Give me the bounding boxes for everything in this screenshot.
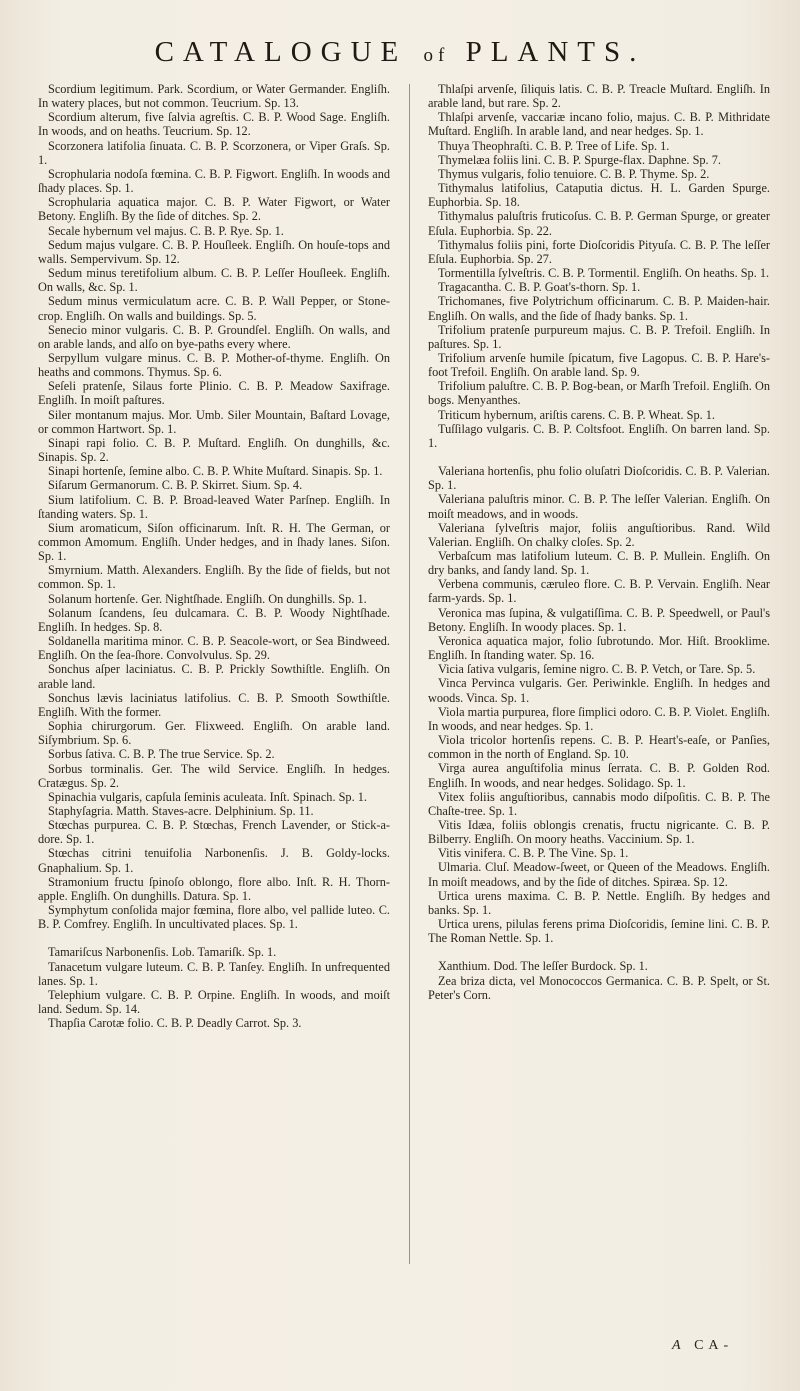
- catalogue-entry: Zea briza dicta, vel Monococcos Germanica. C. B. P. Spelt, or St. Peter's Corn.: [428, 973, 770, 1002]
- catalogue-entry: Trichomanes, five Polytrichum officinarum. C. B. P. Maiden-hair. Engliſh. On walls, and the ſide of ſhady banks. Sp. 1.: [428, 294, 770, 323]
- catalogue-entry: Scordium alterum, five ſalvia agreſtis. C. B. P. Wood Sage. Engliſh. In woods, and on heaths. Teucrium. Sp. 12.: [38, 110, 390, 139]
- catalogue-entry: Sonchus aſper laciniatus. C. B. P. Prickly Sowthiſtle. Engliſh. On arable land.: [38, 662, 390, 691]
- catalogue-entry: Veronica aquatica major, folio ſubrotundo. Mor. Hiſt. Brooklime. Engliſh. In ſtanding water. Sp. 16.: [428, 633, 770, 663]
- catalogue-entry: Verbaſcum mas latifolium luteum. C. B. P. Mullein. Engliſh. On dry banks, and ſandy land. Sp. 1.: [428, 549, 770, 578]
- catalogue-entry: Vicia ſativa vulgaris, ſemine nigro. C. B. P. Vetch, or Tare. Sp. 5.: [438, 662, 756, 677]
- catalogue-entry: Tanacetum vulgare luteum. C. B. P. Tanſey. Engliſh. In unfrequented lanes. Sp. 1.: [38, 959, 390, 988]
- catalogue-entry: Xanthium. Dod. The leſſer Burdock. Sp. 1.: [438, 959, 648, 974]
- catalogue-entry: Stœchas purpurea. C. B. P. Stœchas, French Lavender, or Stick-a-dore. Sp. 1.: [38, 818, 390, 847]
- catalogue-entry: Scrophularia nodoſa fœmina. C. B. P. Figwort. Engliſh. In woods and ſhady places. Sp. 1.: [38, 166, 390, 196]
- catalogue-entry: Trifolium paluſtre. C. B. P. Bog-bean, or Marſh Trefoil. Engliſh. On bogs. Menyanthes.: [428, 379, 770, 408]
- catalogue-entry: Smyrnium. Matth. Alexanders. Engliſh. By the ſide of fields, but not common. Sp. 1.: [38, 563, 390, 592]
- catalogue-entry: Thymus vulgaris, folio tenuiore. C. B. P. Thyme. Sp. 2.: [438, 166, 710, 181]
- catalogue-entry: Vitex foliis anguſtioribus, cannabis modo diſpoſitis. C. B. P. The Chaſte-tree. Sp. 1.: [428, 789, 770, 818]
- catalogue-entry: Valeriana hortenſis, phu folio oluſatri Dioſcoridis. C. B. P. Valerian. Sp. 1.: [428, 464, 770, 493]
- header-word-plants: PLANTS.: [465, 36, 646, 68]
- catalogue-entry: Thlaſpi arvenſe, vaccariæ incano folio, majus. C. B. P. Mithridate Muſtard. Engliſh. In arable land, and near hedges. Sp. 1.: [428, 110, 770, 139]
- catalogue-entry: Scrophularia aquatica major. C. B. P. Water Figwort, or Water Betony. Engliſh. By the ſide of ditches. Sp. 2.: [38, 195, 390, 224]
- catalogue-entry: Tithymalus latifolius, Cataputia dictus. H. L. Garden Spurge. Euphorbia. Sp. 18.: [428, 181, 770, 210]
- catalogue-entry: Valeriana ſylveſtris major, foliis anguſtioribus. Rand. Wild Valerian. Engliſh. On chalky cloſes. Sp. 2.: [428, 520, 770, 549]
- catalogue-entry: Thuya Theophraſti. C. B. P. Tree of Life. Sp. 1.: [438, 138, 670, 153]
- catalogue-entry: Tragacantha. C. B. P. Goat's-thorn. Sp. 1.: [438, 280, 641, 295]
- catalogue-entry: Thlaſpi arvenſe, ſiliquis latis. C. B. P. Treacle Muſtard. Engliſh. In arable land, but rare. Sp. 2.: [428, 82, 770, 111]
- catalogue-entry: Solanum hortenſe. Ger. Nightſhade. Engliſh. On dunghills. Sp. 1.: [48, 591, 367, 606]
- catalogue-entry: Tamariſcus Narbonenſis. Lob. Tamariſk. Sp. 1.: [48, 945, 277, 960]
- catalogue-entry: Trifolium pratenſe purpureum majus. C. B. P. Trefoil. Engliſh. In paſtures. Sp. 1.: [428, 322, 770, 351]
- catalogue-entry: Stœchas citrini tenuifolia Narbonenſis. J. B. Goldy-locks. Gnaphalium. Sp. 1.: [38, 846, 390, 875]
- catalogue-entry: Viola martia purpurea, flore ſimplici odoro. C. B. P. Violet. Engliſh. In woods, and near hedges. Sp. 1.: [428, 704, 770, 733]
- catchword: CA-: [694, 1338, 734, 1353]
- catalogue-entry: Siler montanum majus. Mor. Umb. Siler Mountain, Baſtard Lovage, or common Hartwort. Sp. 1.: [38, 407, 390, 436]
- catalogue-entry: Sium latifolium. C. B. P. Broad-leaved Water Parſnep. Engliſh. In ſtanding waters. Sp. 1.: [38, 492, 390, 521]
- header-word-catalogue: CATALOGUE: [154, 36, 408, 68]
- catalogue-entry: Solanum ſcandens, ſeu dulcamara. C. B. P. Woody Nightſhade. Engliſh. In hedges. Sp. 8.: [38, 605, 390, 634]
- catalogue-entry: Sorbus ſativa. C. B. P. The true Service. Sp. 2.: [48, 747, 275, 762]
- catalogue-entry: Symphytum conſolida major fœmina, flore albo, vel pallide luteo. C. B. P. Comfrey. Engliſh. In uncultivated places. Sp. 1.: [38, 903, 390, 932]
- catalogue-entry: Sinapi rapi folio. C. B. P. Muſtard. Engliſh. On dunghills, &c. Sinapis. Sp. 2.: [38, 435, 390, 465]
- catalogue-entry: Virga aurea anguſtifolia minus ſerrata. C. B. P. Golden Rod. Engliſh. In woods, and near hedges. Solidago. Sp. 1.: [428, 761, 770, 790]
- catalogue-entry: Tithymalus foliis pini, forte Dioſcoridis Pityuſa. C. B. P. The leſſer Eſula. Euphorbia. Sp. 27.: [428, 237, 770, 266]
- catalogue-entry: Stramonium fructu ſpinoſo oblongo, flore albo. Inſt. R. H. Thorn-apple. Engliſh. On dunghills. Datura. Sp. 1.: [38, 874, 390, 903]
- catalogue-entry: Thapſia Carotæ folio. C. B. P. Deadly Carrot. Sp. 3.: [48, 1016, 302, 1031]
- catalogue-entry: Sinapi hortenſe, ſemine albo. C. B. P. White Muſtard. Sinapis. Sp. 1.: [48, 464, 383, 479]
- running-header: [0, 36, 800, 69]
- catalogue-entry: Trifolium arvenſe humile ſpicatum, five Lagopus. C. B. P. Hare's-foot Trefoil. Engliſh. On arable land. Sp. 9.: [428, 350, 770, 380]
- header-word-of: of: [423, 45, 450, 66]
- catalogue-entry: Urtica urens maxima. C. B. P. Nettle. Engliſh. By hedges and banks. Sp. 1.: [428, 888, 770, 917]
- catalogue-entry: Vitis vinifera. C. B. P. The Vine. Sp. 1.: [438, 846, 629, 861]
- catalogue-entry: Veronica mas ſupina, & vulgatiſſima. C. B. P. Speedwell, or Paul's Betony. Engliſh. In woody places. Sp. 1.: [428, 605, 770, 634]
- signature-mark: A: [672, 1338, 686, 1353]
- catalogue-entry: Sophia chirurgorum. Ger. Flixweed. Engliſh. On arable land. Siſymbrium. Sp. 6.: [38, 719, 390, 748]
- catalogue-entry: Seſeli pratenſe, Silaus forte Plinio. C. B. P. Meadow Saxifrage. Engliſh. In moiſt paſtures.: [38, 379, 390, 408]
- catchword-line: [672, 1338, 733, 1354]
- catalogue-entry: Soldanella maritima minor. C. B. P. Seacole-wort, or Sea Bindweed. Engliſh. On the ſea-ſhore. Convolvulus. Sp. 29.: [38, 634, 390, 663]
- catalogue-entry: Valeriana paluſtris minor. C. B. P. The leſſer Valerian. Engliſh. On moiſt meadows, and in woods.: [428, 492, 770, 521]
- catalogue-entry: Thymelæa foliis lini. C. B. P. Spurge-flax. Daphne. Sp. 7.: [438, 152, 721, 167]
- catalogue-entry: Sedum minus teretifolium album. C. B. P. Leſſer Houſleek. Engliſh. On walls, &c. Sp. 1.: [38, 266, 390, 295]
- catalogue-entry: Staphyſagria. Matth. Staves-acre. Delphinium. Sp. 11.: [48, 803, 314, 818]
- catalogue-entry: Sium aromaticum, Siſon officinarum. Inſt. R. H. The German, or common Amomum. Engliſh. Under hedges, and in ſhady lanes. Siſon. Sp. 1.: [38, 520, 390, 564]
- catalogue-entry: Tithymalus paluſtris fruticoſus. C. B. P. German Spurge, or greater Eſula. Euphorbia. Sp. 22.: [428, 209, 770, 238]
- catalogue-entry: Secale hybernum vel majus. C. B. P. Rye. Sp. 1.: [48, 223, 284, 238]
- catalogue-entry: Siſarum Germanorum. C. B. P. Skirret. Sium. Sp. 4.: [48, 478, 303, 493]
- catalogue-entry: Tuſſilago vulgaris. C. B. P. Coltsfoot. Engliſh. On barren land. Sp. 1.: [428, 421, 770, 450]
- catalogue-entry: Viola tricolor hortenſis repens. C. B. P. Heart's-eaſe, or Panſies, common in the north of England. Sp. 10.: [428, 733, 770, 762]
- catalogue-entry: Scorzonera latifolia ſinuata. C. B. P. Scorzonera, or Viper Graſs. Sp. 1.: [38, 138, 390, 167]
- catalogue-entry: Scordium legitimum. Park. Scordium, or Water Germander. Engliſh. In watery places, but not common. Teucrium. Sp. 13.: [38, 82, 390, 111]
- catalogue-entry: Ulmaria. Cluſ. Meadow-ſweet, or Queen of the Meadows. Engliſh. In moiſt meadows, and by the ſide of ditches. Spiræa. Sp. 12.: [428, 860, 770, 889]
- right-column: [428, 82, 770, 1002]
- catalogue-entry: Sedum majus vulgare. C. B. P. Houſleek. Engliſh. On houſe-tops and walls. Sempervivum. Sp. 12.: [38, 237, 390, 266]
- column-divider: [409, 84, 410, 1264]
- catalogue-entry: Triticum hybernum, ariſtis carens. C. B. P. Wheat. Sp. 1.: [438, 407, 716, 422]
- catalogue-entry: Telephium vulgare. C. B. P. Orpine. Engliſh. In woods, and moiſt land. Sedum. Sp. 14.: [38, 987, 390, 1016]
- catalogue-entry: Senecio minor vulgaris. C. B. P. Groundſel. Engliſh. On walls, and on arable lands, and alſo on bye-paths every where.: [38, 322, 390, 351]
- catalogue-entry: Vinca Pervinca vulgaris. Ger. Periwinkle. Engliſh. In hedges and woods. Vinca. Sp. 1.: [428, 676, 770, 705]
- catalogue-entry: Sorbus torminalis. Ger. The wild Service. Engliſh. In hedges. Cratægus. Sp. 2.: [38, 761, 390, 790]
- catalogue-entry: Sonchus lævis laciniatus latifolius. C. B. P. Smooth Sowthiſtle. Engliſh. With the former.: [38, 690, 390, 719]
- catalogue-entry: Spinachia vulgaris, capſula ſeminis aculeata. Inſt. Spinach. Sp. 1.: [48, 789, 367, 804]
- left-column: [38, 82, 390, 1030]
- catalogue-entry: Urtica urens, pilulas ferens prima Dioſcoridis, ſemine lini. C. B. P. The Roman Nettle. Sp. 1.: [428, 917, 770, 946]
- catalogue-entry: Verbena communis, cæruleo flore. C. B. P. Vervain. Engliſh. Near farm-yards. Sp. 1.: [428, 577, 770, 606]
- catalogue-entry: Vitis Idæa, foliis oblongis crenatis, fructu nigricante. C. B. P. Bilberry. Engliſh. On moory heaths. Vaccinium. Sp. 1.: [428, 817, 770, 847]
- catalogue-entry: Tormentilla ſylveſtris. C. B. P. Tormentil. Engliſh. On heaths. Sp. 1.: [438, 266, 770, 281]
- catalogue-entry: Sedum minus vermiculatum acre. C. B. P. Wall Pepper, or Stone-crop. Engliſh. On walls and buildings. Sp. 5.: [38, 294, 390, 323]
- catalogue-entry: Serpyllum vulgare minus. C. B. P. Mother-of-thyme. Engliſh. On heaths and commons. Thymus. Sp. 6.: [38, 350, 390, 380]
